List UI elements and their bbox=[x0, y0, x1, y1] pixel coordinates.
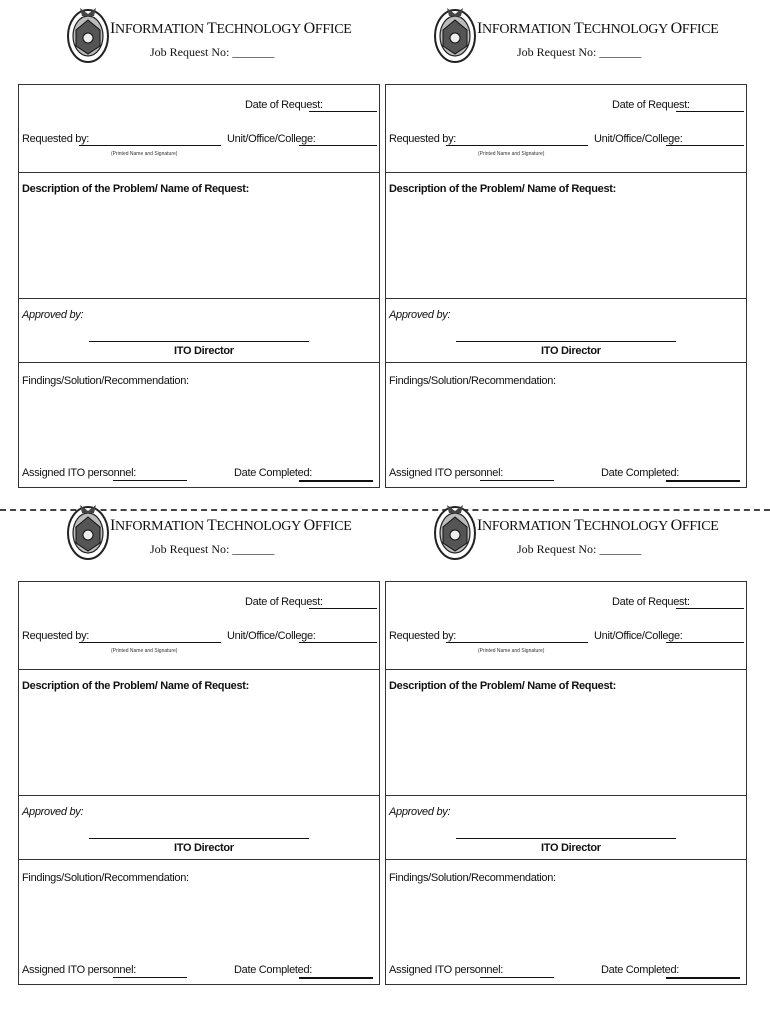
job-request-number: Job Request No: _______ bbox=[150, 542, 275, 556]
date-of-request-field[interactable] bbox=[676, 608, 744, 609]
findings-section bbox=[386, 860, 746, 984]
description-label: Description of the Problem/ Name of Request: bbox=[22, 183, 250, 195]
job-request-form-1 bbox=[18, 0, 380, 500]
assigned-personnel-label: Assigned ITO personnel: bbox=[389, 964, 503, 976]
requester-section bbox=[386, 85, 746, 173]
office-title: INFORMATION TECHNOLOGY OFFICE bbox=[110, 517, 352, 534]
director-signature-line[interactable] bbox=[89, 838, 309, 839]
unit-office-college-field[interactable] bbox=[299, 145, 377, 146]
job-request-form-4 bbox=[385, 497, 747, 997]
description-section bbox=[386, 670, 746, 796]
unit-office-college-label: Unit/Office/College: bbox=[227, 133, 316, 145]
job-request-form-3 bbox=[18, 497, 380, 997]
job-request-number: Job Request No: _______ bbox=[517, 45, 642, 59]
date-of-request-field[interactable] bbox=[309, 608, 377, 609]
unit-office-college-field[interactable] bbox=[666, 145, 744, 146]
form-header bbox=[385, 0, 747, 70]
requested-by-field[interactable] bbox=[446, 642, 588, 643]
university-seal-icon bbox=[433, 499, 477, 561]
requested-by-label: Requested by: bbox=[22, 133, 90, 145]
form-header bbox=[18, 0, 380, 70]
director-signature-line[interactable] bbox=[89, 341, 309, 342]
date-completed-field[interactable] bbox=[666, 480, 740, 482]
approval-section bbox=[386, 299, 746, 363]
job-request-number: Job Request No: _______ bbox=[150, 45, 275, 59]
approved-by-label: Approved by: bbox=[389, 806, 451, 818]
office-title: INFORMATION TECHNOLOGY OFFICE bbox=[477, 20, 719, 37]
requester-section bbox=[19, 582, 379, 670]
description-label: Description of the Problem/ Name of Request: bbox=[22, 680, 250, 692]
printed-name-caption: (Printed Name and Signature) bbox=[111, 151, 178, 157]
approved-by-label: Approved by: bbox=[389, 309, 451, 321]
unit-office-college-label: Unit/Office/College: bbox=[594, 630, 683, 642]
date-completed-field[interactable] bbox=[299, 977, 373, 979]
date-completed-field[interactable] bbox=[666, 977, 740, 979]
university-seal-icon bbox=[66, 499, 110, 561]
ito-director-label: ITO Director bbox=[174, 345, 234, 357]
date-completed-label: Date Completed: bbox=[234, 467, 313, 479]
requested-by-label: Requested by: bbox=[389, 630, 457, 642]
description-section bbox=[19, 173, 379, 299]
findings-section bbox=[19, 363, 379, 487]
director-signature-line[interactable] bbox=[456, 838, 676, 839]
printed-name-caption: (Printed Name and Signature) bbox=[478, 151, 545, 157]
printed-name-caption: (Printed Name and Signature) bbox=[478, 648, 545, 654]
director-signature-line[interactable] bbox=[456, 341, 676, 342]
findings-label: Findings/Solution/Recommendation: bbox=[22, 375, 189, 387]
description-section bbox=[19, 670, 379, 796]
assigned-personnel-field[interactable] bbox=[113, 480, 187, 481]
requested-by-field[interactable] bbox=[79, 642, 221, 643]
form-header bbox=[18, 497, 380, 567]
job-request-form-2 bbox=[385, 0, 747, 500]
requested-by-field[interactable] bbox=[79, 145, 221, 146]
date-of-request-field[interactable] bbox=[676, 111, 744, 112]
ito-director-label: ITO Director bbox=[541, 842, 601, 854]
requested-by-label: Requested by: bbox=[389, 133, 457, 145]
unit-office-college-label: Unit/Office/College: bbox=[594, 133, 683, 145]
date-of-request-label: Date of Request: bbox=[245, 596, 323, 608]
findings-section bbox=[386, 363, 746, 487]
approval-section bbox=[19, 796, 379, 860]
requester-section bbox=[386, 582, 746, 670]
requester-section bbox=[19, 85, 379, 173]
findings-label: Findings/Solution/Recommendation: bbox=[389, 872, 556, 884]
approval-section bbox=[386, 796, 746, 860]
job-request-number: Job Request No: _______ bbox=[517, 542, 642, 556]
form-box bbox=[18, 84, 380, 488]
form-box bbox=[385, 84, 747, 488]
description-label: Description of the Problem/ Name of Request: bbox=[389, 680, 617, 692]
assigned-personnel-label: Assigned ITO personnel: bbox=[22, 964, 136, 976]
ito-director-label: ITO Director bbox=[541, 345, 601, 357]
date-of-request-label: Date of Request: bbox=[612, 99, 690, 111]
requested-by-field[interactable] bbox=[446, 145, 588, 146]
date-completed-field[interactable] bbox=[299, 480, 373, 482]
university-seal-icon bbox=[66, 2, 110, 64]
date-completed-label: Date Completed: bbox=[234, 964, 313, 976]
printed-name-caption: (Printed Name and Signature) bbox=[111, 648, 178, 654]
assigned-personnel-field[interactable] bbox=[480, 480, 554, 481]
description-label: Description of the Problem/ Name of Request: bbox=[389, 183, 617, 195]
assigned-personnel-label: Assigned ITO personnel: bbox=[22, 467, 136, 479]
findings-label: Findings/Solution/Recommendation: bbox=[389, 375, 556, 387]
description-section bbox=[386, 173, 746, 299]
office-title: INFORMATION TECHNOLOGY OFFICE bbox=[477, 517, 719, 534]
approved-by-label: Approved by: bbox=[22, 806, 84, 818]
form-header bbox=[385, 497, 747, 567]
form-box bbox=[385, 581, 747, 985]
office-title: INFORMATION TECHNOLOGY OFFICE bbox=[110, 20, 352, 37]
university-seal-icon bbox=[433, 2, 477, 64]
ito-director-label: ITO Director bbox=[174, 842, 234, 854]
date-of-request-label: Date of Request: bbox=[612, 596, 690, 608]
findings-label: Findings/Solution/Recommendation: bbox=[22, 872, 189, 884]
requested-by-label: Requested by: bbox=[22, 630, 90, 642]
approved-by-label: Approved by: bbox=[22, 309, 84, 321]
approval-section bbox=[19, 299, 379, 363]
form-box bbox=[18, 581, 380, 985]
date-completed-label: Date Completed: bbox=[601, 467, 680, 479]
unit-office-college-field[interactable] bbox=[666, 642, 744, 643]
unit-office-college-label: Unit/Office/College: bbox=[227, 630, 316, 642]
unit-office-college-field[interactable] bbox=[299, 642, 377, 643]
assigned-personnel-label: Assigned ITO personnel: bbox=[389, 467, 503, 479]
date-completed-label: Date Completed: bbox=[601, 964, 680, 976]
date-of-request-field[interactable] bbox=[309, 111, 377, 112]
findings-section bbox=[19, 860, 379, 984]
date-of-request-label: Date of Request: bbox=[245, 99, 323, 111]
assigned-personnel-field[interactable] bbox=[113, 977, 187, 978]
assigned-personnel-field[interactable] bbox=[480, 977, 554, 978]
